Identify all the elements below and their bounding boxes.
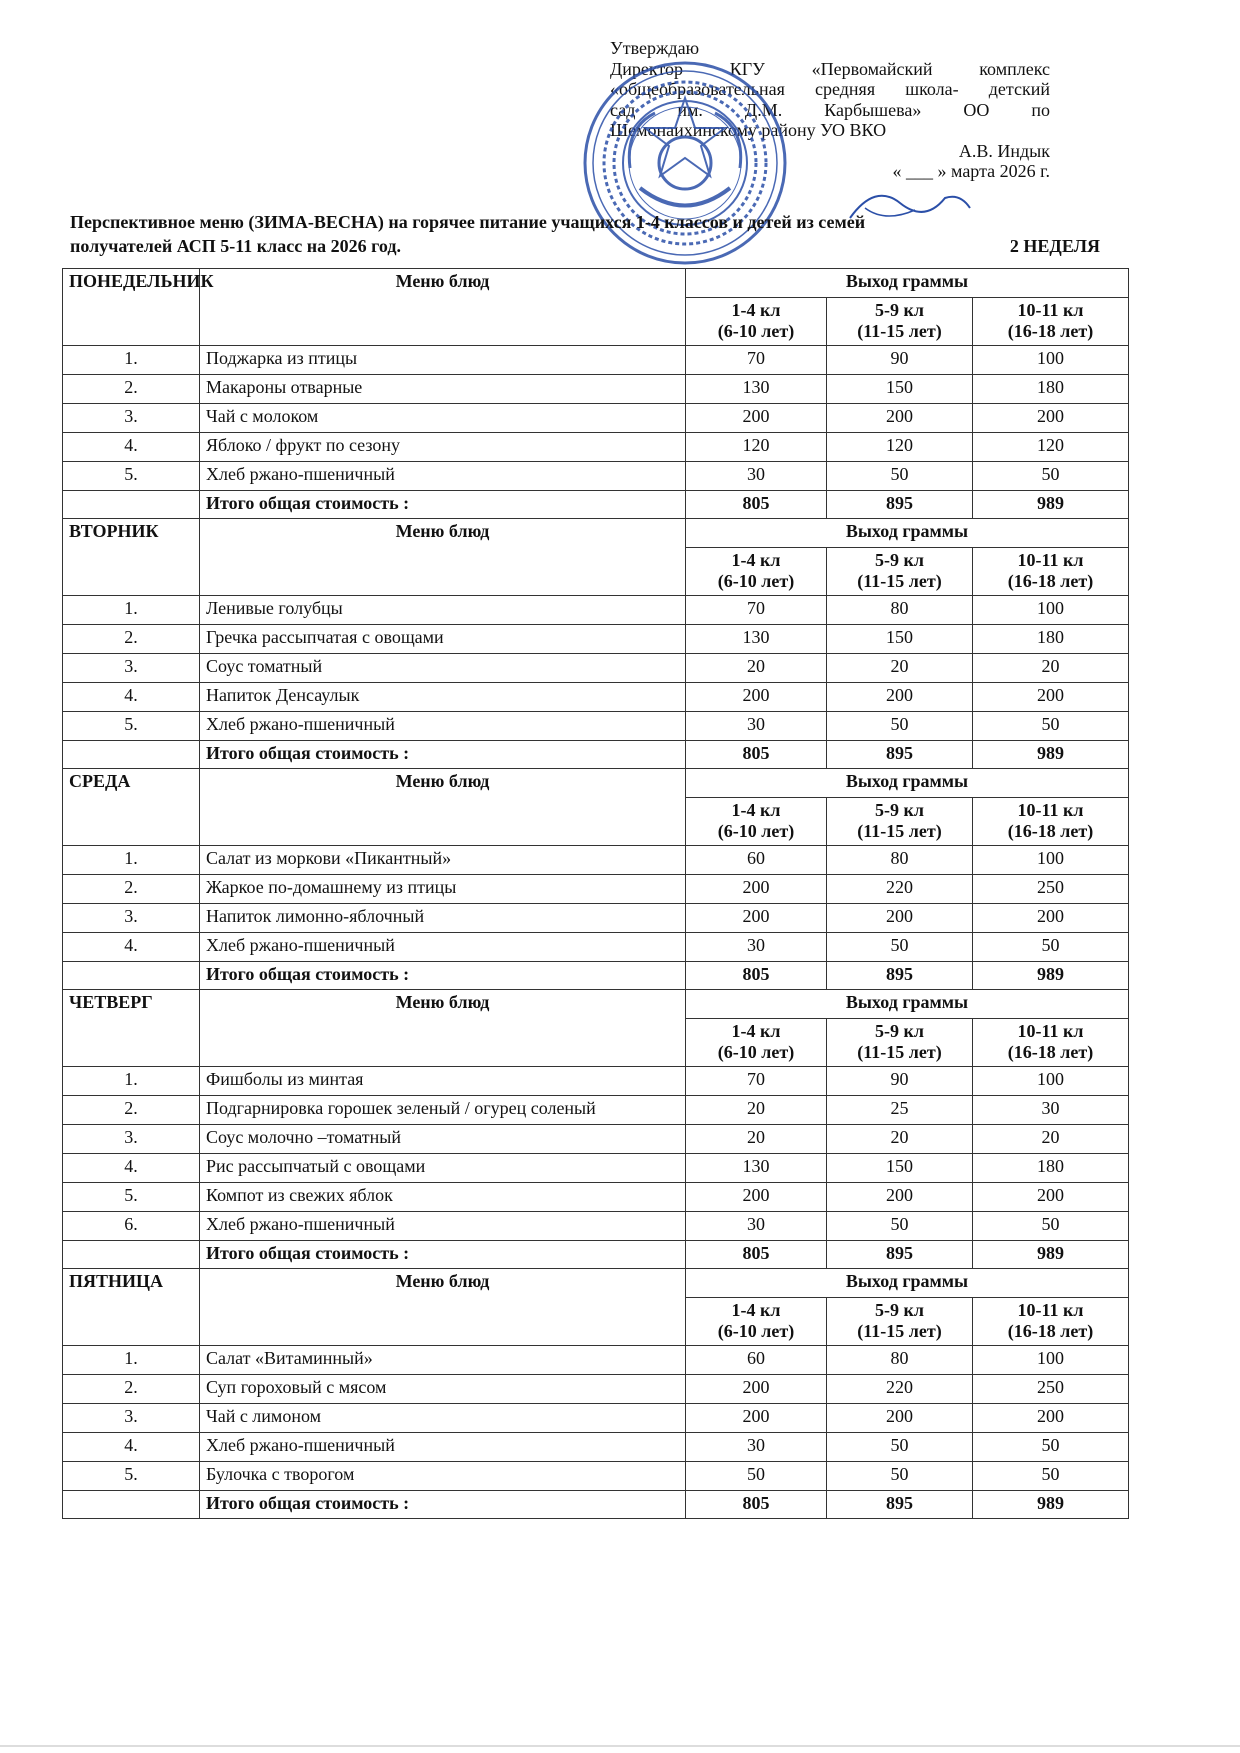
- menu-header: Меню блюд: [200, 990, 686, 1067]
- age-label: (16-18 лет): [1007, 821, 1094, 841]
- day-name: ПЯТНИЦА: [63, 1269, 200, 1346]
- yield-value: 50: [973, 712, 1129, 741]
- yield-value: 200: [686, 875, 827, 904]
- item-number: 1.: [63, 846, 200, 875]
- approval-line: Директор КГУ «Первомайский комплекс: [610, 58, 1050, 79]
- total-value: 895: [827, 962, 973, 990]
- age-column-header: [686, 798, 827, 846]
- yield-value: 20: [686, 654, 827, 683]
- total-empty-cell: [63, 1241, 200, 1269]
- dish-name: Напиток Денсаулык: [200, 683, 686, 712]
- yield-header: Выход граммы: [686, 269, 1129, 298]
- yield-value: 150: [827, 625, 973, 654]
- dish-name: Напиток лимонно-яблочный: [200, 904, 686, 933]
- yield-value: 30: [686, 462, 827, 491]
- yield-value: 200: [973, 904, 1129, 933]
- yield-value: 150: [827, 375, 973, 404]
- title-line-2: [70, 234, 1100, 258]
- yield-value: 130: [686, 625, 827, 654]
- item-number: 5.: [63, 1462, 200, 1491]
- item-number: 1.: [63, 1346, 200, 1375]
- table-row: [63, 1096, 1129, 1125]
- grade-label: 10-11 кл: [1017, 800, 1084, 820]
- item-number: 2.: [63, 375, 200, 404]
- table-row: [63, 933, 1129, 962]
- total-label: Итого общая стоимость :: [200, 491, 686, 519]
- age-column-header: [973, 1298, 1129, 1346]
- approval-signer: А.В. Индык: [958, 140, 1050, 161]
- yield-value: 50: [973, 933, 1129, 962]
- yield-value: 130: [686, 375, 827, 404]
- dish-name: Чай с молоком: [200, 404, 686, 433]
- total-empty-cell: [63, 962, 200, 990]
- table-row: [63, 654, 1129, 683]
- age-label: (6-10 лет): [717, 571, 795, 591]
- total-value: 805: [686, 962, 827, 990]
- total-label: Итого общая стоимость :: [200, 962, 686, 990]
- total-value: 989: [973, 1491, 1129, 1519]
- age-column-header: [686, 298, 827, 346]
- menu-header: Меню блюд: [200, 769, 686, 846]
- dish-name: Салат из моркови «Пикантный»: [200, 846, 686, 875]
- age-column-header: [973, 298, 1129, 346]
- total-row: [63, 962, 1129, 990]
- menu-table: [62, 268, 1129, 1519]
- yield-value: 200: [686, 1404, 827, 1433]
- grade-label: 1-4 кл: [731, 300, 781, 320]
- menu-header: Меню блюд: [200, 269, 686, 346]
- total-value: 895: [827, 1241, 973, 1269]
- yield-value: 70: [686, 346, 827, 375]
- total-value: 989: [973, 1241, 1129, 1269]
- yield-value: 200: [827, 683, 973, 712]
- yield-value: 200: [973, 404, 1129, 433]
- total-value: 989: [973, 491, 1129, 519]
- yield-value: 100: [973, 1346, 1129, 1375]
- age-label: (6-10 лет): [717, 821, 795, 841]
- age-column-header: [686, 548, 827, 596]
- total-value: 895: [827, 741, 973, 769]
- age-label: (16-18 лет): [1007, 1321, 1094, 1341]
- item-number: 2.: [63, 625, 200, 654]
- yield-value: 20: [686, 1096, 827, 1125]
- yield-value: 200: [686, 683, 827, 712]
- yield-value: 130: [686, 1154, 827, 1183]
- yield-value: 200: [827, 1404, 973, 1433]
- table-row: [63, 1154, 1129, 1183]
- yield-value: 200: [973, 1183, 1129, 1212]
- yield-value: 20: [973, 654, 1129, 683]
- approval-line: «общеобразовательная средняя школа- детский: [610, 79, 1050, 99]
- item-number: 4.: [63, 433, 200, 462]
- dish-name: Булочка с творогом: [200, 1462, 686, 1491]
- day-header-row: [63, 269, 1129, 298]
- yield-value: 20: [827, 654, 973, 683]
- item-number: 1.: [63, 596, 200, 625]
- age-column-header: [827, 548, 973, 596]
- yield-value: 200: [686, 404, 827, 433]
- total-label: Итого общая стоимость :: [200, 1241, 686, 1269]
- day-name: ЧЕТВЕРГ: [63, 990, 200, 1067]
- yield-value: 200: [827, 404, 973, 433]
- item-number: 6.: [63, 1212, 200, 1241]
- yield-value: 50: [827, 1212, 973, 1241]
- age-label: (11-15 лет): [857, 1042, 942, 1062]
- grade-label: 10-11 кл: [1017, 550, 1084, 570]
- yield-value: 30: [686, 933, 827, 962]
- title-line-1: Перспективное меню (ЗИМА-ВЕСНА) на горячее питание учащихся 1-4 классов и детей из семей: [70, 212, 866, 232]
- grade-label: 5-9 кл: [875, 1300, 924, 1320]
- yield-value: 80: [827, 596, 973, 625]
- table-row: [63, 433, 1129, 462]
- grade-label: 5-9 кл: [875, 800, 924, 820]
- age-column-header: [973, 1019, 1129, 1067]
- total-value: 805: [686, 1241, 827, 1269]
- yield-value: 100: [973, 346, 1129, 375]
- approval-line: Шемонаихинскому району УО ВКО: [610, 120, 887, 140]
- yield-value: 120: [973, 433, 1129, 462]
- dish-name: Хлеб ржано-пшеничный: [200, 1212, 686, 1241]
- total-row: [63, 1491, 1129, 1519]
- yield-value: 20: [973, 1125, 1129, 1154]
- age-label: (6-10 лет): [717, 321, 795, 341]
- page-edge: [0, 1745, 1240, 1747]
- age-label: (11-15 лет): [857, 1321, 942, 1341]
- age-column-header: [827, 1298, 973, 1346]
- yield-value: 150: [827, 1154, 973, 1183]
- menu-table-body: [63, 269, 1129, 1519]
- yield-value: 30: [686, 1433, 827, 1462]
- total-value: 895: [827, 1491, 973, 1519]
- age-label: (16-18 лет): [1007, 571, 1094, 591]
- grade-label: 5-9 кл: [875, 1021, 924, 1041]
- dish-name: Поджарка из птицы: [200, 346, 686, 375]
- yield-header: Выход граммы: [686, 769, 1129, 798]
- dish-name: Компот из свежих яблок: [200, 1183, 686, 1212]
- yield-value: 100: [973, 596, 1129, 625]
- item-number: 1.: [63, 346, 200, 375]
- age-column-header: [973, 798, 1129, 846]
- yield-value: 250: [973, 875, 1129, 904]
- approval-line: Утверждаю: [610, 38, 700, 58]
- dish-name: Гречка рассыпчатая с овощами: [200, 625, 686, 654]
- age-label: (16-18 лет): [1007, 1042, 1094, 1062]
- day-name: СРЕДА: [63, 769, 200, 846]
- total-value: 805: [686, 741, 827, 769]
- total-empty-cell: [63, 491, 200, 519]
- item-number: 2.: [63, 1096, 200, 1125]
- menu-header: Меню блюд: [200, 519, 686, 596]
- item-number: 5.: [63, 712, 200, 741]
- yield-value: 50: [973, 1462, 1129, 1491]
- week-label: 2 НЕДЕЛЯ: [1009, 236, 1100, 256]
- yield-value: 180: [973, 375, 1129, 404]
- table-row: [63, 1375, 1129, 1404]
- yield-value: 60: [686, 1346, 827, 1375]
- age-label: (6-10 лет): [717, 1321, 795, 1341]
- item-number: 5.: [63, 462, 200, 491]
- grade-label: 10-11 кл: [1017, 300, 1084, 320]
- dish-name: Чай с лимоном: [200, 1404, 686, 1433]
- yield-value: 200: [686, 1375, 827, 1404]
- dish-name: Яблоко / фрукт по сезону: [200, 433, 686, 462]
- item-number: 3.: [63, 904, 200, 933]
- yield-value: 50: [827, 1462, 973, 1491]
- yield-value: 50: [827, 1433, 973, 1462]
- table-row: [63, 596, 1129, 625]
- yield-value: 60: [686, 846, 827, 875]
- yield-header: Выход граммы: [686, 519, 1129, 548]
- table-row: [63, 1346, 1129, 1375]
- dish-name: Жаркое по-домашнему из птицы: [200, 875, 686, 904]
- dish-name: Подгарнировка горошек зеленый / огурец соленый: [200, 1096, 686, 1125]
- day-header-row: [63, 990, 1129, 1019]
- item-number: 4.: [63, 933, 200, 962]
- table-row: [63, 462, 1129, 491]
- item-number: 4.: [63, 1154, 200, 1183]
- table-row: [63, 625, 1129, 654]
- yield-value: 180: [973, 625, 1129, 654]
- age-column-header: [973, 548, 1129, 596]
- age-label: (11-15 лет): [857, 821, 942, 841]
- dish-name: Ленивые голубцы: [200, 596, 686, 625]
- total-value: 989: [973, 962, 1129, 990]
- day-header-row: [63, 769, 1129, 798]
- grade-label: 5-9 кл: [875, 550, 924, 570]
- total-value: 805: [686, 491, 827, 519]
- table-row: [63, 904, 1129, 933]
- yield-value: 200: [686, 1183, 827, 1212]
- item-number: 2.: [63, 875, 200, 904]
- dish-name: Рис рассыпчатый с овощами: [200, 1154, 686, 1183]
- dish-name: Хлеб ржано-пшеничный: [200, 712, 686, 741]
- yield-value: 220: [827, 1375, 973, 1404]
- table-row: [63, 1183, 1129, 1212]
- dish-name: Салат «Витаминный»: [200, 1346, 686, 1375]
- grade-label: 5-9 кл: [875, 300, 924, 320]
- total-empty-cell: [63, 1491, 200, 1519]
- yield-value: 100: [973, 846, 1129, 875]
- total-empty-cell: [63, 741, 200, 769]
- table-row: [63, 875, 1129, 904]
- yield-value: 50: [973, 462, 1129, 491]
- total-value: 805: [686, 1491, 827, 1519]
- yield-value: 70: [686, 1067, 827, 1096]
- age-column-header: [686, 1019, 827, 1067]
- item-number: 3.: [63, 1404, 200, 1433]
- age-column-header: [827, 298, 973, 346]
- dish-name: Фишболы из минтая: [200, 1067, 686, 1096]
- yield-value: 50: [973, 1433, 1129, 1462]
- dish-name: Макароны отварные: [200, 375, 686, 404]
- table-row: [63, 683, 1129, 712]
- dish-name: Хлеб ржано-пшеничный: [200, 933, 686, 962]
- yield-value: 220: [827, 875, 973, 904]
- grade-label: 1-4 кл: [731, 1021, 781, 1041]
- total-value: 989: [973, 741, 1129, 769]
- yield-value: 25: [827, 1096, 973, 1125]
- table-row: [63, 1433, 1129, 1462]
- table-row: [63, 712, 1129, 741]
- grade-label: 10-11 кл: [1017, 1021, 1084, 1041]
- total-label: Итого общая стоимость :: [200, 1491, 686, 1519]
- item-number: 3.: [63, 654, 200, 683]
- item-number: 3.: [63, 404, 200, 433]
- yield-value: 30: [973, 1096, 1129, 1125]
- yield-value: 50: [827, 712, 973, 741]
- age-column-header: [686, 1298, 827, 1346]
- yield-value: 30: [686, 712, 827, 741]
- yield-value: 120: [827, 433, 973, 462]
- dish-name: Соус томатный: [200, 654, 686, 683]
- age-label: (11-15 лет): [857, 321, 942, 341]
- yield-value: 50: [827, 462, 973, 491]
- age-column-header: [827, 798, 973, 846]
- yield-value: 20: [827, 1125, 973, 1154]
- yield-value: 120: [686, 433, 827, 462]
- table-row: [63, 375, 1129, 404]
- yield-value: 30: [686, 1212, 827, 1241]
- yield-value: 70: [686, 596, 827, 625]
- yield-value: 50: [686, 1462, 827, 1491]
- title-line-2-text: получателей АСП 5-11 класс на 2026 год.: [70, 236, 401, 256]
- document-title: [70, 210, 1100, 258]
- item-number: 3.: [63, 1125, 200, 1154]
- table-row: [63, 1067, 1129, 1096]
- day-name: ПОНЕДЕЛЬНИК: [63, 269, 200, 346]
- table-row: [63, 1212, 1129, 1241]
- grade-label: 1-4 кл: [731, 550, 781, 570]
- grade-label: 1-4 кл: [731, 1300, 781, 1320]
- item-number: 4.: [63, 1433, 200, 1462]
- approval-line: сад им. Д.М. Карбышева» ОО по: [610, 99, 1050, 120]
- yield-value: 200: [827, 1183, 973, 1212]
- item-number: 5.: [63, 1183, 200, 1212]
- table-row: [63, 404, 1129, 433]
- yield-value: 200: [973, 683, 1129, 712]
- yield-value: 20: [686, 1125, 827, 1154]
- yield-value: 200: [686, 904, 827, 933]
- total-row: [63, 741, 1129, 769]
- age-label: (11-15 лет): [857, 571, 942, 591]
- grade-label: 10-11 кл: [1017, 1300, 1084, 1320]
- age-column-header: [827, 1019, 973, 1067]
- table-row: [63, 846, 1129, 875]
- yield-value: 90: [827, 1067, 973, 1096]
- item-number: 4.: [63, 683, 200, 712]
- yield-value: 100: [973, 1067, 1129, 1096]
- dish-name: Суп гороховый с мясом: [200, 1375, 686, 1404]
- approval-date: « ___ » марта 2026 г.: [892, 161, 1050, 181]
- table-row: [63, 1404, 1129, 1433]
- table-row: [63, 346, 1129, 375]
- yield-value: 50: [973, 1212, 1129, 1241]
- total-row: [63, 491, 1129, 519]
- yield-value: 80: [827, 1346, 973, 1375]
- yield-value: 80: [827, 846, 973, 875]
- item-number: 2.: [63, 1375, 200, 1404]
- total-row: [63, 1241, 1129, 1269]
- menu-header: Меню блюд: [200, 1269, 686, 1346]
- yield-header: Выход граммы: [686, 1269, 1129, 1298]
- table-row: [63, 1125, 1129, 1154]
- day-header-row: [63, 519, 1129, 548]
- item-number: 1.: [63, 1067, 200, 1096]
- day-header-row: [63, 1269, 1129, 1298]
- yield-value: 250: [973, 1375, 1129, 1404]
- age-label: (6-10 лет): [717, 1042, 795, 1062]
- total-label: Итого общая стоимость :: [200, 741, 686, 769]
- dish-name: Хлеб ржано-пшеничный: [200, 462, 686, 491]
- yield-value: 50: [827, 933, 973, 962]
- yield-value: 180: [973, 1154, 1129, 1183]
- total-value: 895: [827, 491, 973, 519]
- table-row: [63, 1462, 1129, 1491]
- dish-name: Хлеб ржано-пшеничный: [200, 1433, 686, 1462]
- day-name: ВТОРНИК: [63, 519, 200, 596]
- yield-value: 200: [827, 904, 973, 933]
- dish-name: Соус молочно –томатный: [200, 1125, 686, 1154]
- yield-value: 200: [973, 1404, 1129, 1433]
- age-label: (16-18 лет): [1007, 321, 1094, 341]
- grade-label: 1-4 кл: [731, 800, 781, 820]
- yield-value: 90: [827, 346, 973, 375]
- yield-header: Выход граммы: [686, 990, 1129, 1019]
